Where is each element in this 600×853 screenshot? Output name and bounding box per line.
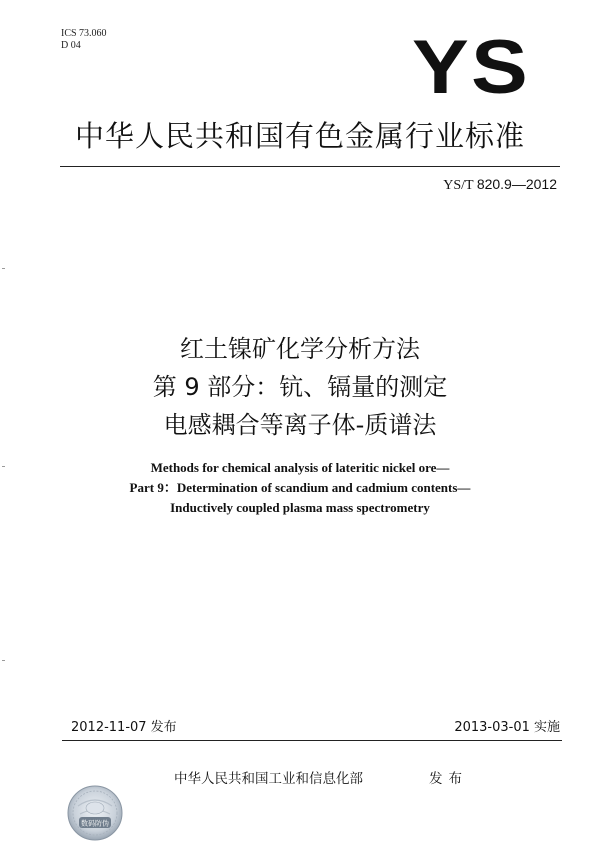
english-title-line-1: Methods for chemical analysis of lateritic nickel ore— [150,460,450,475]
implementation-date: 2013-03-01 实施 [454,720,560,735]
standard-category-title: 中华人民共和国有色金属行业标准 [74,119,525,153]
chinese-title [0,330,600,444]
margin-mark [2,268,5,269]
ccs-code: D 04 [61,40,81,51]
chinese-title-line-1: 红土镍矿化学分析方法 [180,335,420,363]
english-title [0,458,600,518]
margin-mark [2,660,5,661]
anti-counterfeit-seal-icon [66,784,124,842]
header-divider [60,166,560,167]
publish-label: 发布 [429,771,468,787]
seal-graphic [66,784,124,842]
seal-text: 数码防伪 [81,819,109,828]
margin-mark [2,466,5,467]
standard-number [443,176,557,194]
footer-divider [62,740,562,741]
english-title-line-3: Inductively coupled plasma mass spectrometry [170,500,430,515]
ys-logo: YS [412,25,531,110]
chinese-title-line-3: 电感耦合等离子体-质谱法 [163,411,437,439]
standard-prefix: YS/T [443,178,474,193]
classification-codes [61,28,107,52]
publisher-name: 中华人民共和国工业和信息化部 [174,771,363,787]
chinese-title-line-2: 第 9 部分：钪、镉量的测定 [152,373,448,401]
issue-date: 2012-11-07 发布 [71,720,177,735]
english-title-line-2: Part 9：Determination of scandium and cadmium contents— [129,480,471,495]
ics-code: ICS 73.060 [61,28,107,39]
standard-number-value: 820.9—2012 [476,176,557,192]
